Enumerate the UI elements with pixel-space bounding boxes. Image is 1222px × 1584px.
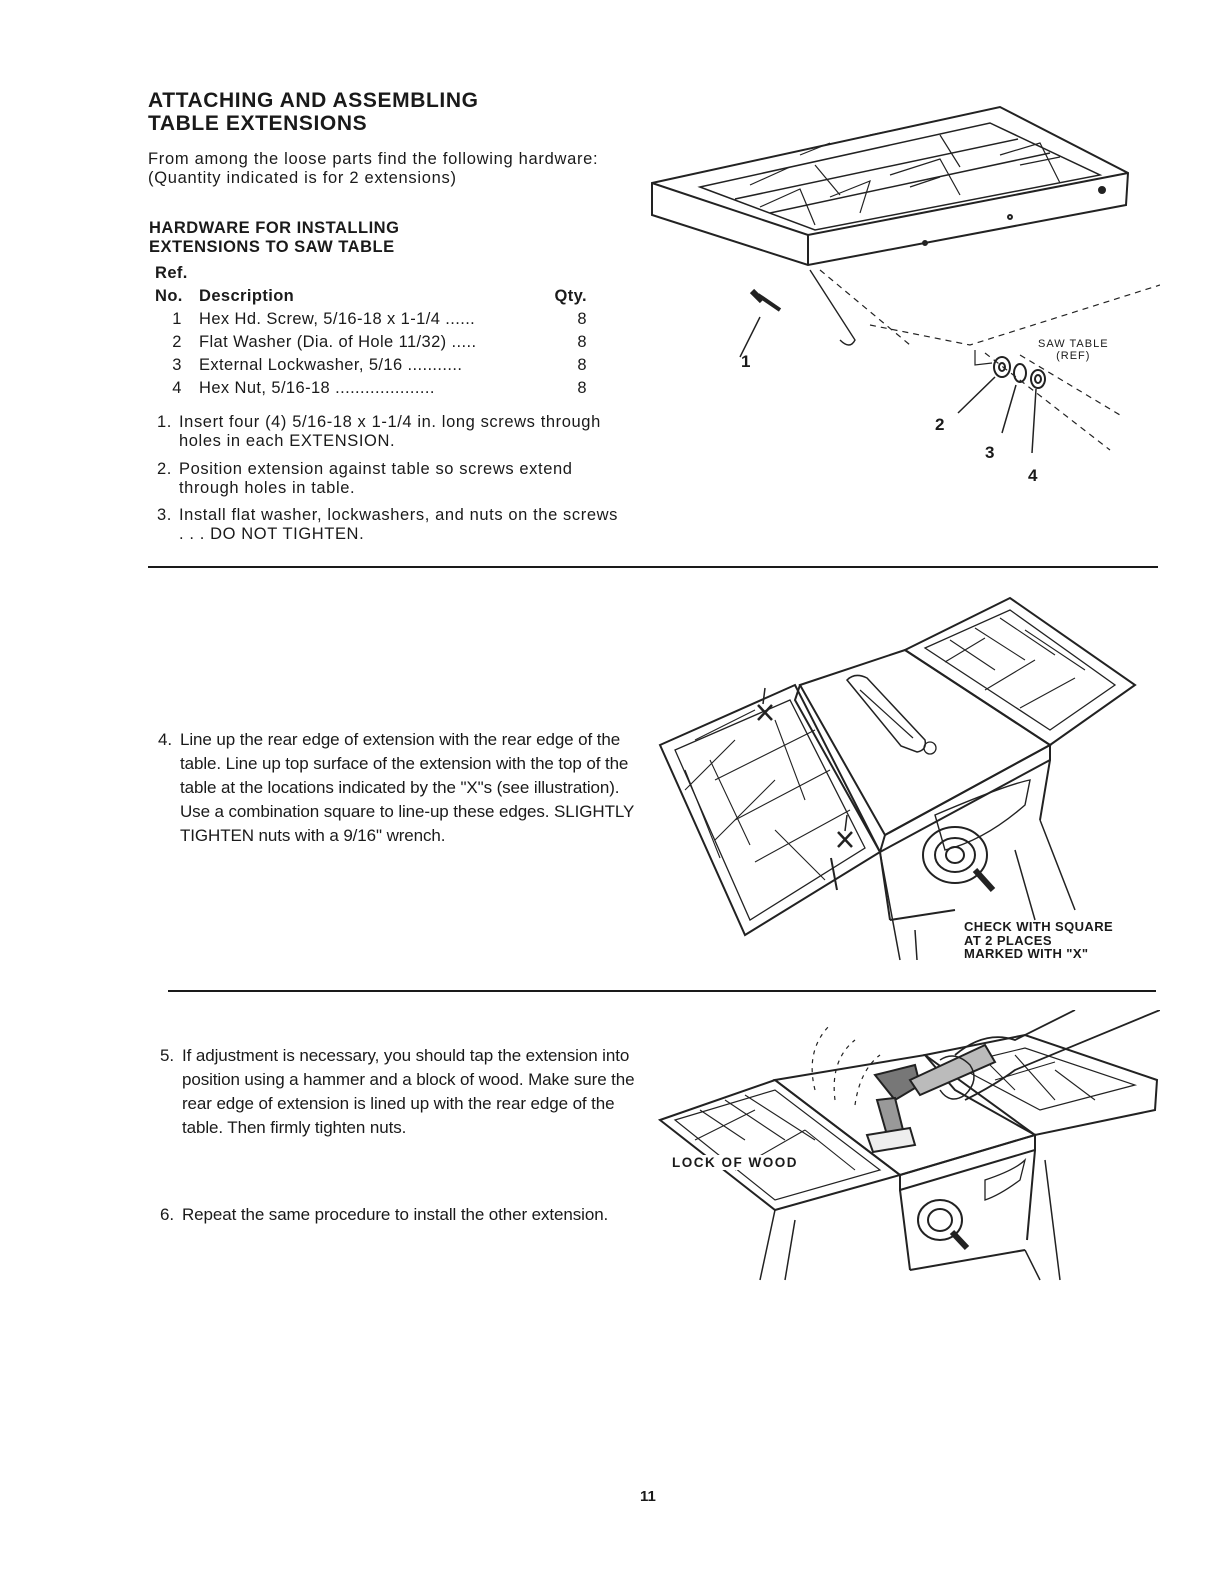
left-extension <box>660 685 880 935</box>
saw-table-ref-label <box>1038 338 1109 362</box>
step-number: 5. <box>160 1046 174 1065</box>
row-qty: 8 <box>577 379 587 397</box>
row-desc: Hex Nut, 5/16-18 .................... <box>199 379 435 397</box>
saw-table-label-line2: (REF) <box>1056 350 1091 362</box>
step-5 <box>160 1044 638 1140</box>
lockwasher-icon <box>1014 364 1026 382</box>
table-row <box>155 308 587 331</box>
step-number: 4. <box>158 730 172 749</box>
hardware-heading <box>149 219 399 257</box>
step-6 <box>160 1203 638 1227</box>
wood-block <box>867 1128 915 1152</box>
step-number: 6. <box>160 1205 174 1224</box>
step-number: 2. <box>157 460 172 478</box>
callout-4: 4 <box>1028 466 1038 485</box>
row-ref: 3 <box>172 356 182 374</box>
col-ref-line1: Ref. <box>155 264 188 282</box>
hardware-heading-line1: HARDWARE FOR INSTALLING <box>149 219 400 237</box>
hardware-table-header <box>155 262 587 308</box>
step-number: 1. <box>157 413 172 431</box>
intro-paragraph: From among the loose parts find the following hardware: (Quantity indicated is for 2 extensions) <box>148 150 599 187</box>
hex-nut-icon <box>1031 370 1045 388</box>
row-qty: 8 <box>577 356 587 374</box>
section-title-line1: ATTACHING AND ASSEMBLING <box>148 89 479 112</box>
col-qty-header: Qty. <box>554 287 587 305</box>
step-text: Position extension against table so screws extend through holes in table. <box>179 460 573 497</box>
section-divider <box>168 990 1156 992</box>
callout-3: 3 <box>985 443 995 462</box>
saw-with-extensions-illustration <box>655 590 1155 970</box>
caption-line3: MARKED WITH "X" <box>964 946 1089 961</box>
handwheel-icon <box>918 1200 967 1248</box>
hardware-table <box>155 262 587 400</box>
washer-icon <box>994 357 1010 377</box>
table-row <box>155 354 587 377</box>
caption-line2: AT 2 PLACES <box>964 932 1052 948</box>
extension-hardware-illustration <box>640 95 1160 495</box>
hex-screw-icon <box>752 291 780 310</box>
row-ref: 4 <box>172 379 182 397</box>
caption-line1: CHECK WITH SQUARE <box>964 919 1114 934</box>
callout-2: 2 <box>935 415 945 434</box>
row-desc: Flat Washer (Dia. of Hole 11/32) ..... <box>199 333 477 351</box>
hammer-icon <box>875 1045 995 1135</box>
table-row <box>155 377 587 400</box>
row-desc: Hex Hd. Screw, 5/16-18 x 1-1/4 ...... <box>199 310 476 328</box>
check-square-caption <box>964 920 1113 961</box>
step-text: Install flat washer, lockwashers, and nuts on the screws . . . DO NOT TIGHTEN. <box>179 506 618 543</box>
page-number: 11 <box>640 1488 656 1505</box>
step-4 <box>158 728 636 848</box>
step-text: If adjustment is necessary, you should tap the extension into position using a hammer and a block of wood. Make sure the rear edge of extension is lined up with the rear edge of the table. Then firmly tighten nuts. <box>182 1046 635 1137</box>
section-divider <box>148 566 1158 568</box>
row-qty: 8 <box>577 310 587 328</box>
left-extension <box>660 1080 900 1210</box>
row-ref: 2 <box>172 333 182 351</box>
saw-table-label-line1: SAW TABLE <box>1038 338 1109 350</box>
x-marker-icon <box>838 832 852 847</box>
table-row <box>155 331 587 354</box>
block-of-wood-label: LOCK OF WOOD <box>672 1155 798 1170</box>
col-ref-header <box>155 262 199 308</box>
step-text: Repeat the same procedure to install the other extension. <box>182 1205 609 1224</box>
section-title-line2: TABLE EXTENSIONS <box>148 112 368 135</box>
row-qty: 8 <box>577 333 587 351</box>
step-3 <box>157 506 623 544</box>
handwheel-icon <box>923 827 993 890</box>
step-number: 3. <box>157 506 172 524</box>
col-desc-header: Description <box>199 287 295 305</box>
step-2 <box>157 460 623 498</box>
section-title <box>148 89 479 135</box>
step-text: Insert four (4) 5/16-18 x 1-1/4 in. long screws through holes in each EXTENSION. <box>179 413 601 450</box>
row-desc: External Lockwasher, 5/16 ........... <box>199 356 463 374</box>
hammer-block-illustration <box>655 1010 1160 1285</box>
col-ref-line2: No. <box>155 287 183 305</box>
callout-1: 1 <box>741 352 751 371</box>
row-ref: 1 <box>172 310 182 328</box>
step-text: Line up the rear edge of extension with the rear edge of the table. Line up top surface of the extension with the top of the table at the locations indicated by the "X"s (see illustration). Use a combination square to line-up these edges. SLIGHTLY TIGHTEN nuts with a 9/16" wrench. <box>180 730 634 845</box>
step-1 <box>157 413 623 451</box>
hardware-heading-line2: EXTENSIONS TO SAW TABLE <box>149 238 395 256</box>
